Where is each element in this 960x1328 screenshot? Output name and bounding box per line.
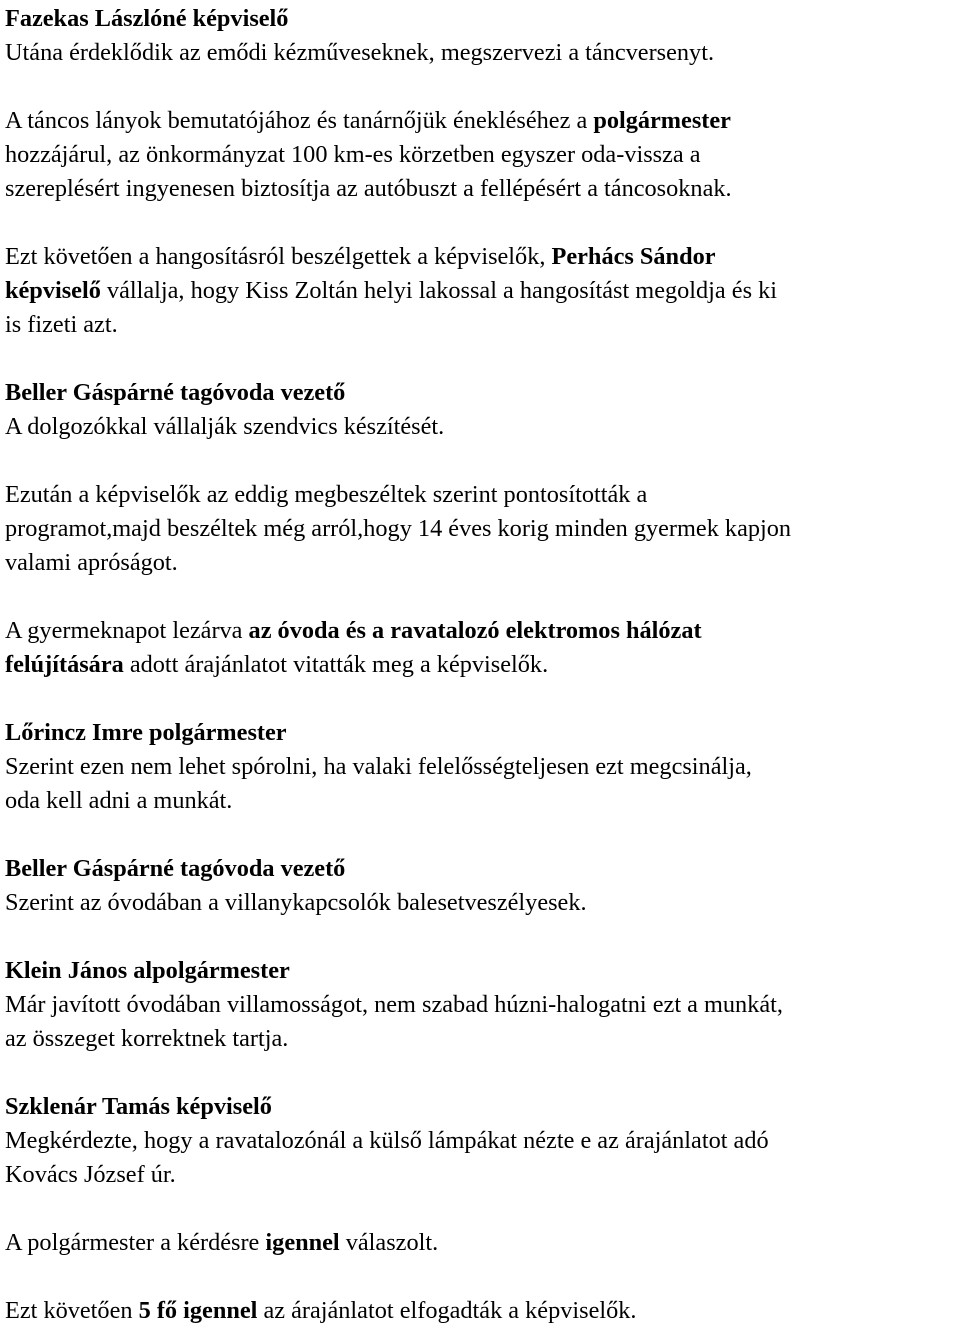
bold-run: 5 fő igennel (138, 1297, 258, 1324)
text-run: Ezt követően a hangosításról beszélgettek a képviselők, (5, 243, 552, 270)
paragraph-line: Megkérdezte, hogy a ravatalozónál a külső lámpákat nézte e az árajánlatot adó (5, 1127, 769, 1154)
bold-run: felújítására (5, 651, 124, 678)
paragraph-fazekas (5, 2, 960, 70)
paragraph-line: valami apróságot. (5, 549, 178, 576)
text-run: A gyermeknapot lezárva (5, 617, 249, 644)
paragraph-line: is fizeti azt. (5, 311, 118, 338)
bold-run: képviselő (5, 277, 101, 304)
paragraph-vote (5, 1294, 960, 1328)
paragraph-beller-1 (5, 376, 960, 444)
paragraph-line (5, 1226, 960, 1260)
paragraph-line: hozzájárul, az önkormányzat 100 km-es körzetben egyszer oda-vissza a (5, 141, 701, 168)
bold-run: az óvoda és a ravatalozó elektromos hálózat (248, 617, 702, 644)
paragraph-line: programot,majd beszéltek még arról,hogy 14 éves korig minden gyermek kapjon (5, 515, 792, 542)
paragraph-dancers (5, 104, 960, 206)
paragraph-network (5, 614, 960, 682)
paragraph-line: Ezután a képviselők az eddig megbeszéltek szerint pontosították a (5, 481, 648, 508)
paragraph-line: az összeget korrektnek tartja. (5, 1025, 289, 1052)
paragraph-text: A dolgozókkal vállalják szendvics készítését. (5, 413, 445, 440)
paragraph-klein (5, 954, 960, 1056)
paragraph-line (5, 648, 960, 682)
speaker-heading: Klein János alpolgármester (5, 957, 290, 984)
paragraph-line: szereplésért ingyenesen biztosítja az autóbuszt a fellépésért a táncosoknak. (5, 175, 732, 202)
paragraph-line (5, 104, 960, 138)
paragraph-line: Már javított óvodában villamosságot, nem szabad húzni-halogatni ezt a munkát, (5, 991, 783, 1018)
paragraph-line (5, 240, 960, 274)
speaker-heading: Beller Gáspárné tagóvoda vezető (5, 379, 346, 406)
text-run: az árajánlatot elfogadták a képviselők. (257, 1297, 637, 1324)
paragraph-line (5, 1294, 960, 1328)
text-run: A táncos lányok bemutatójához és tanárnőjük énekléséhez a (5, 107, 594, 134)
text-run: vállalja, hogy Kiss Zoltán helyi lakossal a hangosítást megoldja és ki (100, 277, 777, 304)
paragraph-line: Szerint ezen nem lehet spórolni, ha valaki felelősségteljesen ezt megcsinálja, (5, 753, 752, 780)
paragraph-line (5, 274, 960, 308)
paragraph-text: Utána érdeklődik az emődi kézműveseknek, megszervezi a táncversenyt. (5, 39, 715, 66)
paragraph-beller-2 (5, 852, 960, 920)
paragraph-program (5, 478, 960, 580)
speaker-heading: Szklenár Tamás képviselő (5, 1093, 272, 1120)
paragraph-szklenar (5, 1090, 960, 1192)
paragraph-line (5, 614, 960, 648)
speaker-heading: Beller Gáspárné tagóvoda vezető (5, 855, 346, 882)
text-run: válaszolt. (339, 1229, 439, 1256)
speaker-heading: Lőrincz Imre polgármester (5, 719, 287, 746)
bold-run: igennel (265, 1229, 340, 1256)
paragraph-line: oda kell adni a munkát. (5, 787, 233, 814)
paragraph-sound (5, 240, 960, 342)
paragraph-answer (5, 1226, 960, 1260)
bold-run: Perhács Sándor (551, 243, 716, 270)
paragraph-text: Szerint az óvodában a villanykapcsolók balesetveszélyesek. (5, 889, 587, 916)
paragraph-lorincz (5, 716, 960, 818)
text-run: A polgármester a kérdésre (5, 1229, 266, 1256)
paragraph-line: Kovács József úr. (5, 1161, 176, 1188)
text-run: Ezt követően (5, 1297, 139, 1324)
text-run: adott árajánlatot vitatták meg a képviselők. (123, 651, 549, 678)
bold-run: polgármester (593, 107, 731, 134)
speaker-heading: Fazekas Lászlóné képviselő (5, 5, 289, 32)
